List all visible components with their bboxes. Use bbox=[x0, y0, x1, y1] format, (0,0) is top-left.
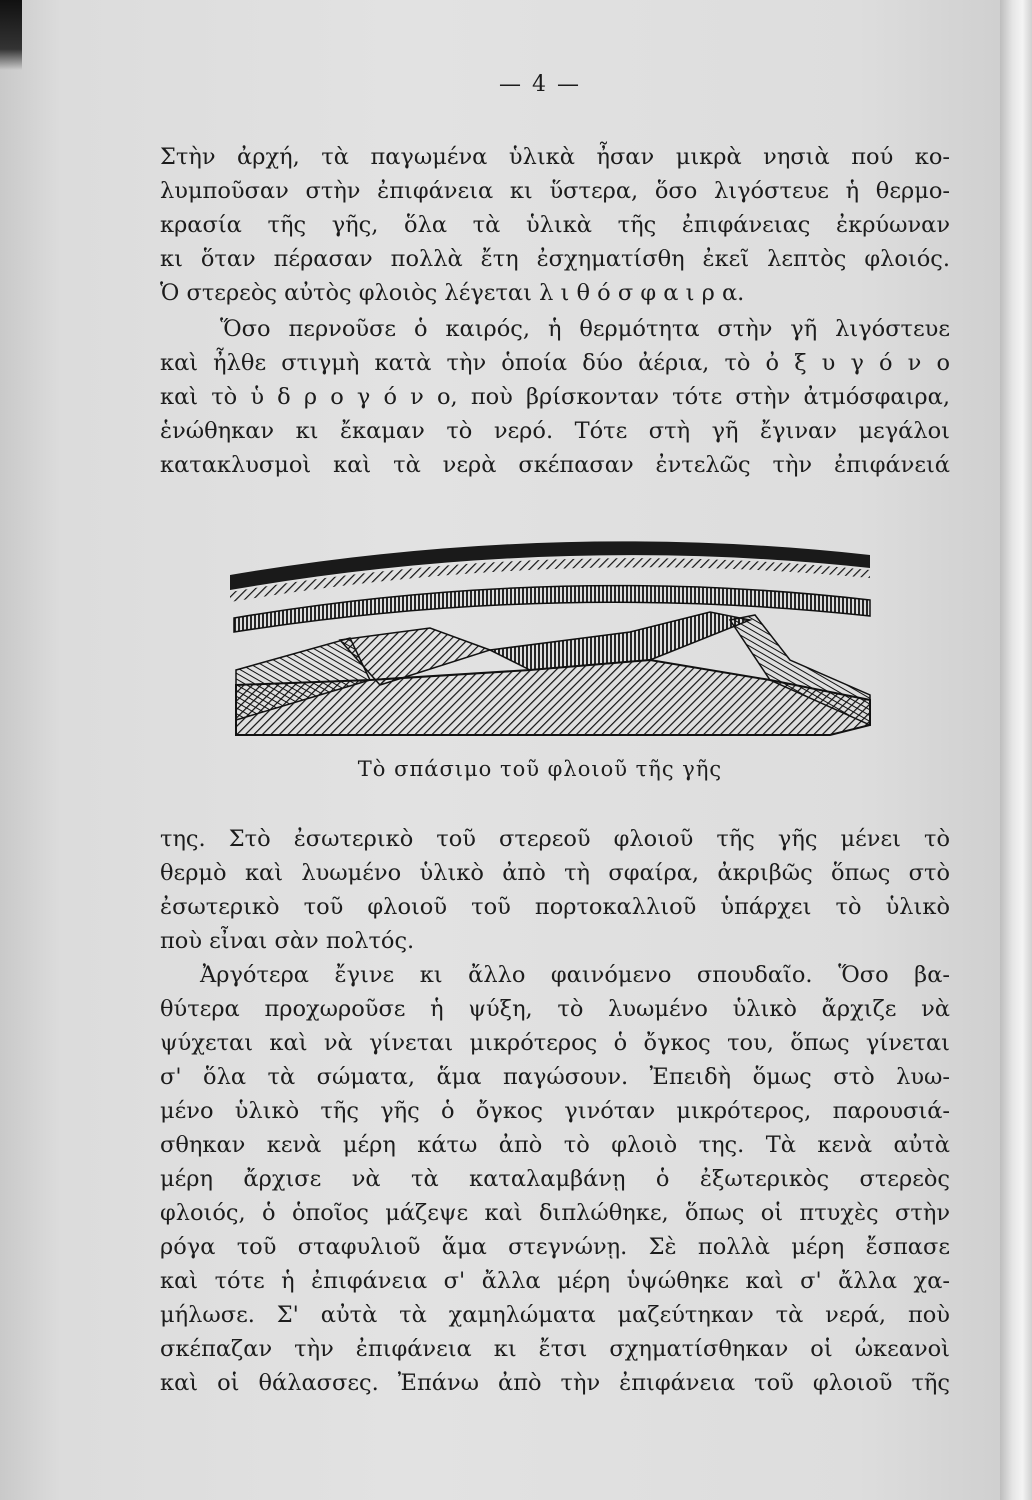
text-line: μένο ὑλικὸ τῆς γῆς ὁ ὄγκος γινόταν μικρότερος, παρουσιά- bbox=[160, 1098, 950, 1124]
text-line: ψύχεται καὶ νὰ γίνεται μικρότερος ὁ ὄγκος του, ὅπως γίνεται bbox=[160, 1030, 950, 1056]
text-line: ἐσωτερικὸ τοῦ φλοιοῦ τοῦ πορτοκαλλιοῦ ὑπάρχει τὸ ὑλικὸ bbox=[160, 894, 950, 920]
paragraph-lithosphere bbox=[160, 140, 950, 310]
page-corner-shadow bbox=[0, 0, 22, 70]
text-line: κατακλυσμοὶ καὶ τὰ νερὰ σκέπασαν ἐντελῶς τὴν ἐπιφάνειά bbox=[160, 452, 950, 478]
text-line: καὶ τὸ ὑ δ ρ ο γ ό ν ο, ποὺ βρίσκονταν τότε στὴν ἀτμόσφαιρα, bbox=[160, 384, 950, 410]
text-line: της. Στὸ ἐσωτερικὸ τοῦ στερεοῦ φλοιοῦ τῆς γῆς μένει τὸ bbox=[160, 826, 950, 852]
text-line: λυμποῦσαν στὴν ἐπιφάνεια κι ὕστερα, ὅσο λιγόστευε ἡ θερμο- bbox=[160, 178, 950, 204]
text-line: Ἀργότερα ἔγινε κι ἄλλο φαινόμενο σπουδαῖο. Ὅσο βα- bbox=[200, 962, 950, 988]
text-line: θερμὸ καὶ λυωμένο ὑλικὸ ἀπὸ τὴ σφαίρα, ἀκριβῶς ὅπως στὸ bbox=[160, 860, 950, 886]
figure-caption: Τὸ σπάσιμο τοῦ φλοιοῦ τῆς γῆς bbox=[357, 757, 723, 781]
page-number: — 4 — bbox=[499, 72, 581, 97]
text-line: Ὅσο περνοῦσε ὁ καιρός, ἡ θερμότητα στὴν γῆ λιγόστευε bbox=[220, 316, 950, 342]
text-line: θύτερα προχωροῦσε ἡ ψύξη, τὸ λυωμένο ὑλικὸ ἄρχιζε νὰ bbox=[160, 996, 950, 1022]
text-line: σθηκαν κενὰ μέρη κάτω ἀπὸ τὸ φλοιὸ της. Τὰ κενὰ αὐτὰ bbox=[160, 1132, 950, 1158]
text-line: ἑνώθηκαν κι ἔκαμαν τὸ νερό. Τότε στὴ γῆ ἔγιναν μεγάλοι bbox=[160, 418, 950, 444]
page-edge bbox=[1000, 0, 1032, 1500]
text-line: Στὴν ἀρχή, τὰ παγωμένα ὑλικὰ ἦσαν μικρὰ νησιὰ πού κο- bbox=[160, 144, 950, 170]
text-line: σκέπαζαν τὴν ἐπιφάνεια κι ἔτσι σχηματίσθηκαν οἱ ὠκεανοὶ bbox=[160, 1336, 950, 1362]
text-line: καὶ οἱ θάλασσες. Ἐπάνω ἀπὸ τὴν ἐπιφάνεια τοῦ φλοιοῦ τῆς bbox=[160, 1370, 950, 1396]
text-line: κρασία τῆς γῆς, ὅλα τὰ ὑλικὰ τῆς ἐπιφάνειας ἐκρύωναν bbox=[160, 212, 950, 238]
text-line: Ὁ στερεὸς αὐτὸς φλοιὸς λέγεται λ ι θ ό σ φ α ι ρ α. bbox=[160, 280, 745, 306]
broken-crust-center bbox=[490, 612, 750, 670]
text-line: φλοιός, ὁ ὁποῖος μάζεψε καὶ διπλώθηκε, ὅπως οἱ πτυχὲς στὴν bbox=[160, 1200, 950, 1226]
crust-breaking-illustration bbox=[230, 520, 880, 750]
text-line: σ' ὅλα τὰ σώματα, ἅμα παγώσουν. Ἐπειδὴ ὅμως στὸ λυω- bbox=[160, 1064, 950, 1090]
text-line: ποὺ εἶναι σὰν πολτός. bbox=[160, 928, 415, 954]
paragraph-oceans bbox=[160, 958, 950, 1400]
paragraph-interior bbox=[160, 822, 950, 958]
text-line: καὶ ἦλθε στιγμὴ κατὰ τὴν ὁποία δύο ἀέρια, τὸ ὀ ξ υ γ ό ν ο bbox=[160, 350, 950, 376]
text-line: μήλωσε. Σ' αὐτὰ τὰ χαμηλώματα μαζεύτηκαν τὰ νερά, ποὺ bbox=[160, 1302, 950, 1328]
paragraph-water-formation bbox=[160, 312, 950, 482]
text-line: κι ὅταν πέρασαν πολλὰ ἔτη ἐσχηματίσθη ἐκεῖ λεπτὸς φλοιός. bbox=[160, 246, 950, 272]
middle-crust-band bbox=[234, 586, 870, 632]
text-line: ρόγα τοῦ σταφυλιοῦ ἅμα στεγνώνῃ. Σὲ πολλὰ μέρη ἔσπασε bbox=[160, 1234, 950, 1260]
text-line: καὶ τότε ἡ ἐπιφάνεια σ' ἄλλα μέρη ὑψώθηκε καὶ σ' ἄλλα χα- bbox=[160, 1268, 950, 1294]
text-line: μέρη ἄρχισε νὰ τὰ καταλαμβάνῃ ὁ ἐξωτερικὸς στερεὸς bbox=[160, 1166, 950, 1192]
